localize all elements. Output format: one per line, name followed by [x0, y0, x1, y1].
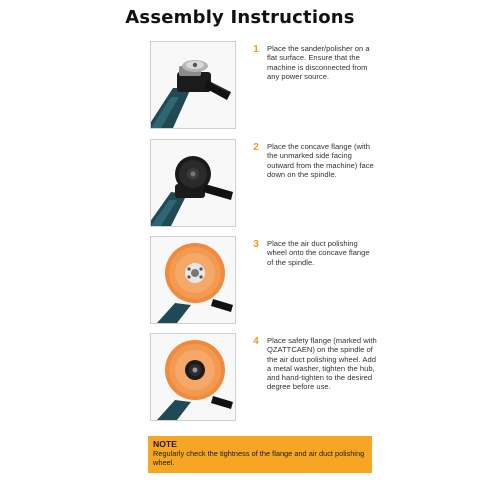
step-1-photo — [150, 41, 236, 129]
note-text: Regularly check the tightness of the flange and air duct polishing wheel. — [153, 449, 365, 468]
step-4-photo — [150, 333, 236, 421]
grinder-with-orange-polishing-wheel-image — [151, 237, 235, 323]
grinder-with-wheel-and-flange-image — [151, 334, 235, 420]
step-3-number: 3 — [253, 239, 259, 250]
page-title: Assembly Instructions — [125, 7, 355, 28]
step-4-text: Place safety flange (marked with QZATTCAEN) on the spindle of the air duct polishing wheel. Add a metal washer, tighten the hub, and hand-tighten to the desired degree before use. — [267, 336, 377, 392]
step-3-text: Place the air duct polishing wheel onto the concave flange of the spindle. — [267, 239, 370, 267]
step-4 — [150, 333, 380, 421]
grinder-with-concave-flange-image — [151, 140, 235, 226]
step-1-number: 1 — [253, 44, 259, 55]
step-4-number: 4 — [253, 336, 259, 347]
step-2-text: Place the concave flange (with the unmarked side facing outward from the machine) face down on the spindle. — [267, 142, 374, 179]
note-title: NOTE — [153, 439, 177, 449]
step-1-text: Place the sander/polisher on a flat surface. Ensure that the machine is disconnected from any power source. — [267, 44, 370, 81]
step-3-photo — [150, 236, 236, 324]
step-3 — [150, 236, 380, 324]
step-1 — [150, 41, 380, 129]
note-box — [148, 436, 372, 473]
step-2 — [150, 139, 380, 227]
angle-grinder-head-image — [151, 42, 235, 128]
step-2-photo — [150, 139, 236, 227]
step-2-number: 2 — [253, 142, 259, 153]
